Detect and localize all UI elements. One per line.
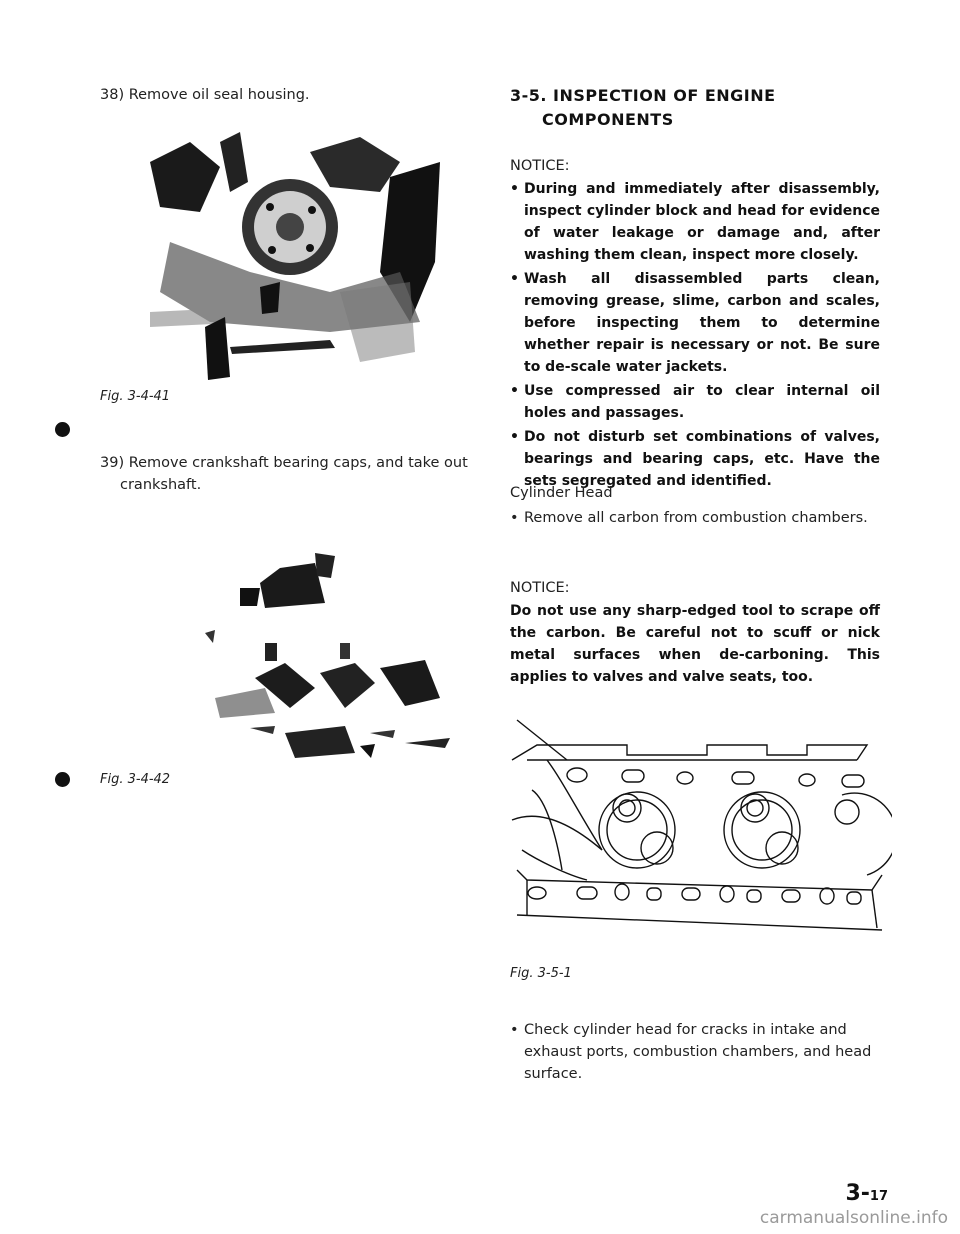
notice-1-item: • Wash all disassembled parts clean, removing grease, slime, carbon and scales, before inspecting them to determine whether repair is necessary or not. Be sure to de-scale water jackets. — [510, 268, 880, 378]
binder-hole-bottom — [55, 772, 70, 787]
figure-crankshaft-bearing-caps — [195, 548, 465, 773]
figure-oil-seal-housing — [130, 122, 450, 382]
notice-1-item: • During and immediately after disassembly, inspect cylinder block and head for evidence of water leakage or damage and, after washing them clean, inspect more closely. — [510, 178, 880, 266]
notice-1-list — [510, 178, 880, 494]
page-number-sub: 17 — [869, 1189, 888, 1204]
figure-cylinder-head-decarboning — [507, 700, 892, 940]
cylinder-head-item: • Remove all carbon from combustion chambers. — [510, 507, 880, 529]
notice-1-heading: NOTICE: — [510, 158, 570, 174]
fig-3-5-1-caption: Fig. 3-5-1 — [510, 966, 572, 981]
notice-1-item: • Do not disturb set combinations of valves, bearings and bearing caps, etc. Have the sets segregated and identified. — [510, 426, 880, 492]
section-title-line-2: COMPONENTS — [542, 110, 674, 129]
watermark: carmanualsonline.info — [759, 1208, 948, 1228]
notice-1-item: • Use compressed air to clear internal oil holes and passages. — [510, 380, 880, 424]
binder-hole-top — [55, 422, 70, 437]
check-list — [510, 1019, 880, 1087]
fig-3-4-41-caption: Fig. 3-4-41 — [100, 389, 171, 404]
fig-3-4-42-caption: Fig. 3-4-42 — [100, 772, 171, 787]
section-title-line-1: 3-5. INSPECTION OF ENGINE — [510, 86, 776, 105]
page-number-main: 3- — [845, 1181, 870, 1206]
notice-2-heading: NOTICE: — [510, 580, 570, 596]
page-number — [845, 1181, 888, 1206]
cylinder-head-list — [510, 507, 880, 531]
step-38-text: 38) Remove oil seal housing. — [100, 87, 310, 103]
notice-2-text: Do not use any sharp-edged tool to scrape off the carbon. Be careful not to scuff or nick metal surfaces when de-carboning. This applies to valves and valve seats, too. — [510, 603, 880, 685]
step-39-text: 39) Remove crankshaft bearing caps, and take out crankshaft. — [100, 455, 468, 493]
check-item: • Check cylinder head for cracks in intake and exhaust ports, combustion chambers, and head surface. — [510, 1019, 880, 1085]
cylinder-head-heading: Cylinder Head — [510, 485, 613, 501]
section-title — [510, 84, 776, 132]
